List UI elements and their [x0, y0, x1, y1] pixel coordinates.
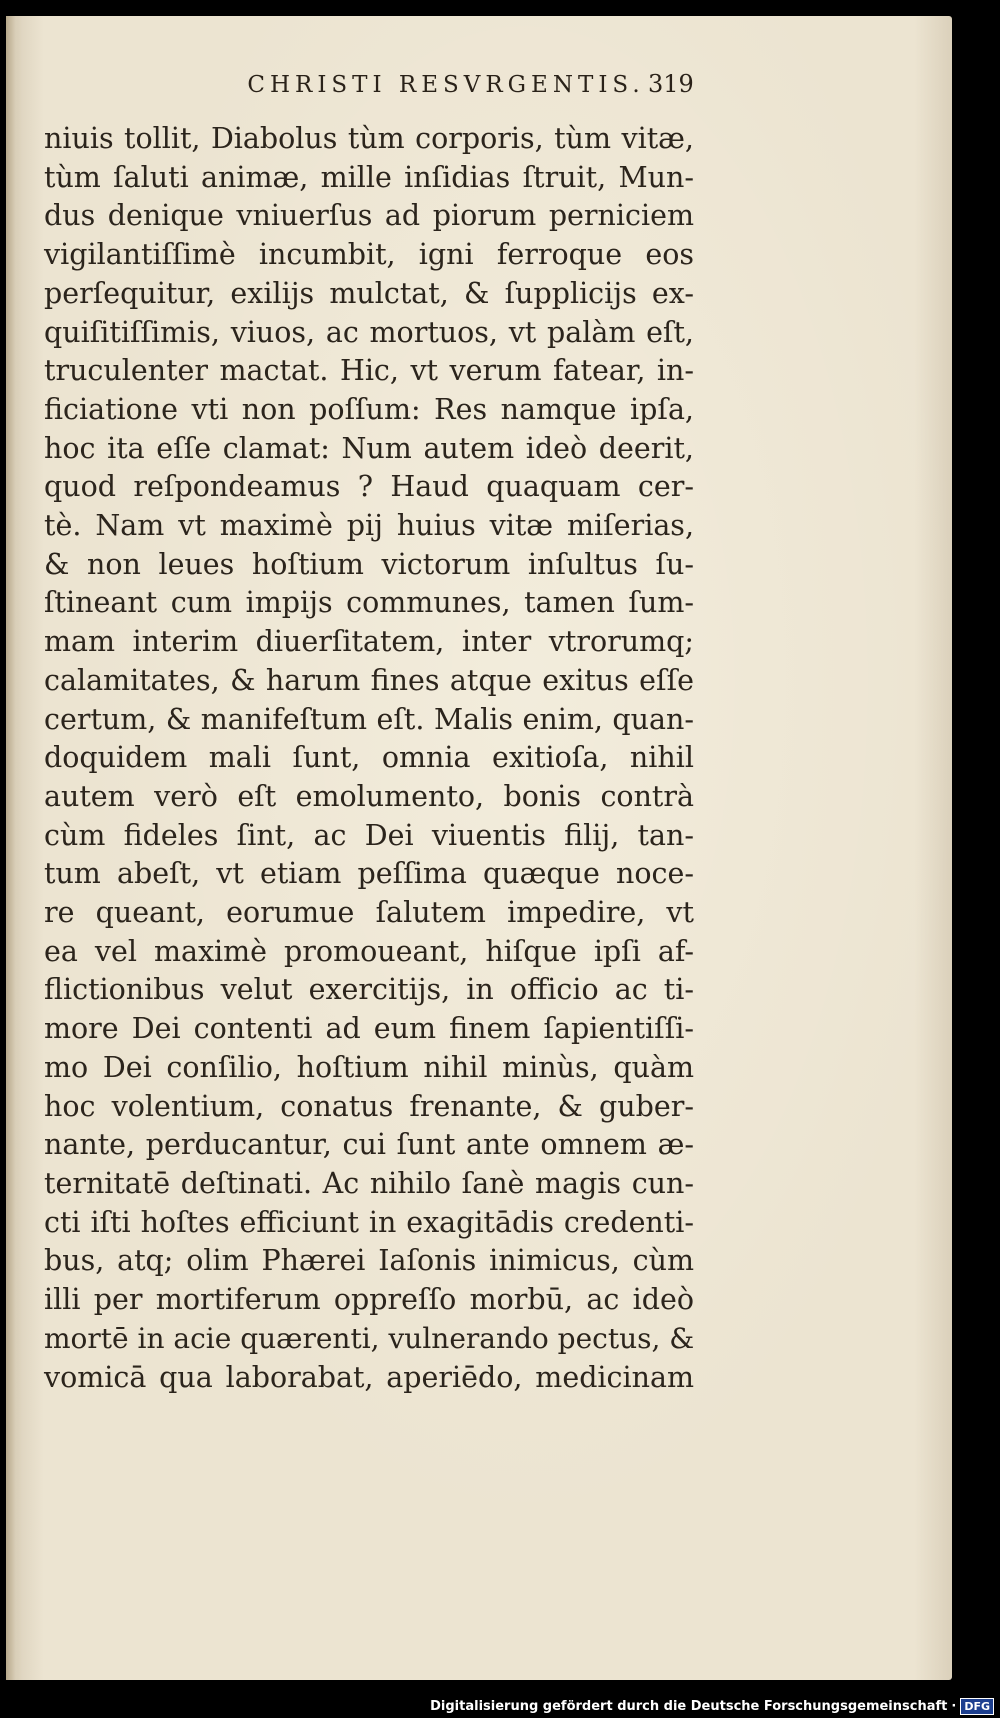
credit-text: Digitalisierung gefördert durch die Deutsche Forschungsgemeinschaft	[430, 1698, 948, 1714]
text-line: vigilantiſſimè incumbit, igni ferroque eos	[44, 238, 694, 272]
text-line: calamitates, & harum fines atque exitus eſſe	[44, 663, 694, 697]
text-line: hoc ita eſſe clamat: Num autem ideò deerit,	[44, 431, 694, 465]
text-line: niuis tollit, Diabolus tùm corporis, tùm vitæ,	[44, 122, 694, 155]
text-line: ea vel maximè promoueant, hiſque ipſi af-	[44, 934, 694, 968]
text-line: cùm fideles ſint, ac Dei viuentis filij, tan-	[44, 818, 694, 852]
text-line: & non leues hoſtium victorum inſultus ſu-	[44, 547, 694, 581]
text-line: illi per mortiferum oppreſſo morbū, ac ideò	[44, 1283, 694, 1317]
text-line: quod reſpondeamus ? Haud quaquam cer-	[44, 470, 694, 504]
body-text	[44, 120, 694, 1397]
text-line: mo Dei conſilio, hoſtium nihil minùs, quàm	[44, 1050, 694, 1084]
page-gutter	[6, 16, 22, 1680]
text-line: doquidem mali ſunt, omnia exitioſa, nihil	[44, 741, 694, 775]
text-line: vomicā qua laborabat, aperiēdo, medicinam	[44, 1360, 694, 1394]
running-head: CHRISTI RESVRGENTIS.	[247, 72, 645, 98]
text-line: certum, & manifeſtum eſt. Malis enim, quan-	[44, 702, 694, 736]
text-line: perſequitur, exilijs mulctat, & ſupplicijs ex-	[44, 276, 694, 310]
text-line: autem verò eſt emolumento, bonis contrà	[44, 779, 694, 813]
text-line: flictionibus velut exercitijs, in officio ac ti-	[44, 973, 694, 1007]
text-line: ſtineant cum impijs communes, tamen ſum-	[44, 586, 694, 620]
text-line: bus, atq; olim Phærei Iaſonis inimicus, cùm	[44, 1244, 694, 1278]
text-line: tùm ſaluti animæ, mille inſidias ſtruit, Mun-	[44, 160, 694, 194]
text-line: cti iſti hoſtes efficiunt in exagitādis credenti-	[44, 1205, 694, 1239]
text-line: truculenter mactat. Hic, vt verum fatear, in-	[44, 354, 694, 388]
text-line: mortē in acie quærenti, vulnerando pectus, &	[44, 1321, 695, 1355]
page-number: 319	[648, 70, 694, 98]
book-page	[6, 16, 952, 1680]
text-line: quiſitiſſimis, viuos, ac mortuos, vt palàm eſt,	[44, 315, 694, 349]
text-line: re queant, eorumue ſalutem impedire, vt	[44, 896, 694, 930]
digitization-credit: Digitalisierung gefördert durch die Deutsche Forschungsgemeinschaft · DFG	[430, 1696, 994, 1716]
text-line: tum abeſt, vt etiam peſſima quæque noce-	[44, 857, 694, 891]
text-line: ficiatione vti non poſſum: Res namque ipſa,	[44, 392, 694, 426]
text-line: nante, perducantur, cui ſunt ante omnem æ-	[44, 1128, 694, 1162]
dfg-logo: DFG	[960, 1698, 994, 1715]
text-line: mam interim diuerſitatem, inter vtrorumq;	[44, 625, 694, 659]
text-line: ternitatē deſtinati. Ac nihilo ſanè magis cun-	[44, 1166, 694, 1200]
text-line: hoc volentium, conatus frenante, & guber-	[44, 1089, 694, 1123]
text-line: more Dei contenti ad eum finem ſapientiſſi-	[44, 1012, 694, 1046]
text-line: tè. Nam vt maximè pij huius vitæ miſerias,	[44, 509, 694, 543]
text-line: dus denique vniuerſus ad piorum perniciem	[44, 199, 694, 233]
